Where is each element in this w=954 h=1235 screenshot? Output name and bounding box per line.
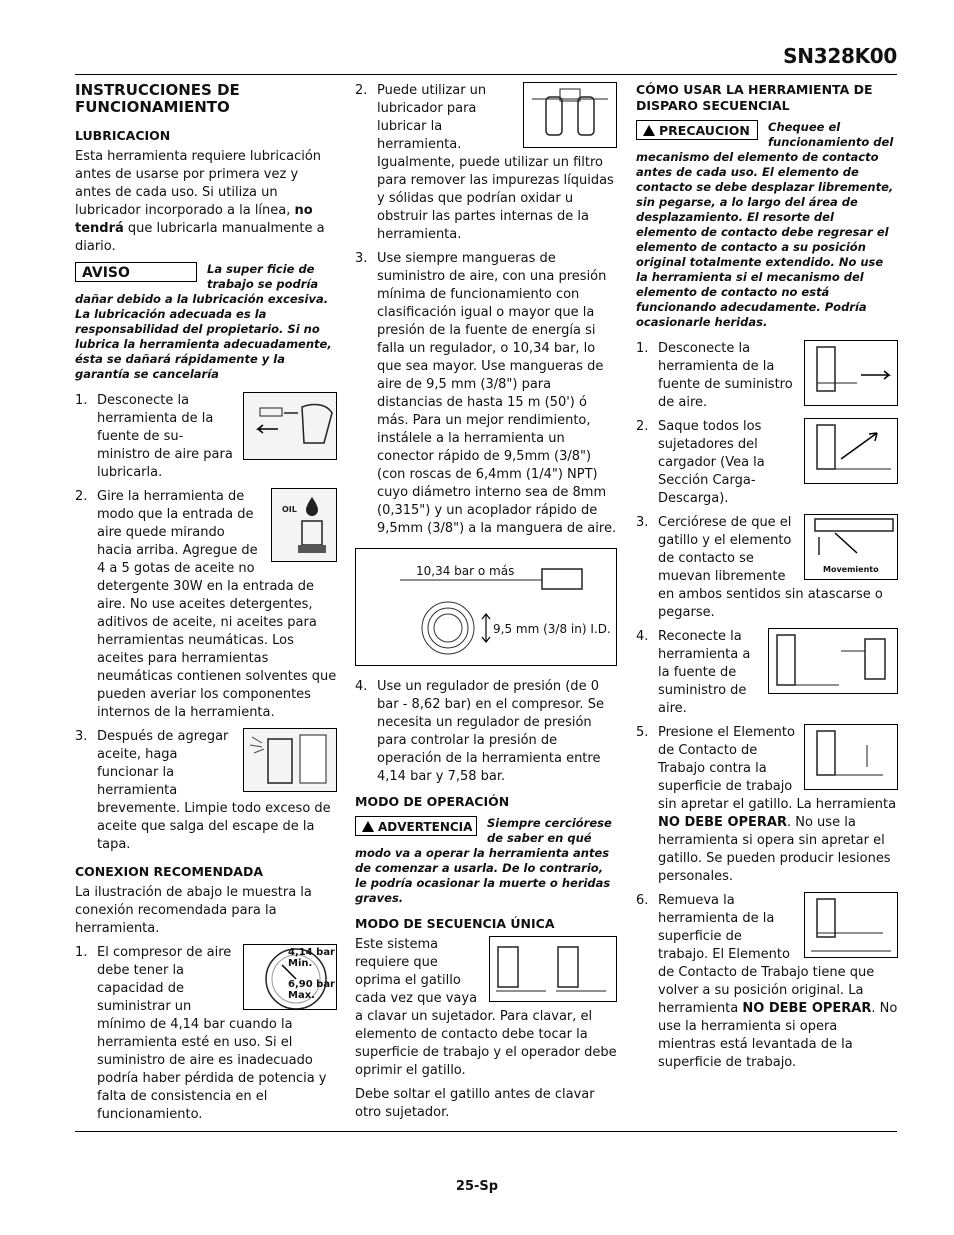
list-item: 6. Remueva la herramienta de la superficie de trabajo. El Elemento de Contacto de Trabajo tiene que volver a su posición original. La herramienta NO DEBE OPERAR. No use la herramienta si opera mientras está levantada de la superficie de trabajo. [636,893,898,1070]
tool-exhaust-icon [244,729,336,791]
warning-triangle-icon [362,821,374,832]
gauge-min-label: 4,14 bar Min. [288,947,335,969]
column-middle [355,82,617,1125]
remove-fasteners-illustration [804,418,898,484]
single-sequence-heading: MODO DE SECUENCIA ÚNICA [355,916,555,931]
operation-mode-heading: MODO DE OPERACIÓN [355,794,510,809]
nailer-disconnect-icon [805,341,897,405]
advertencia-notice [355,816,617,906]
section-title: INSTRUCCIONES DE FUNCIONAMIENTO [75,81,240,116]
list-item: 4. Reconecte la herramienta a la fuente de suministro de aire. [636,628,898,718]
advertencia-text: Siempre cerciórese de saber en qué modo va a operar la herramienta antes de comenzar a usarla. De lo contrario, le podría ocasionar la muerte o heridas graves. [355,816,612,905]
list-item: 2. Puede utilizar un lubricador para lubricar la herramienta. Igualmente, puede utilizar un filtro para remover las impurezas líquidas y sólidas que podrían oxidar u obstruir las partes internas de la herramienta. [355,82,617,244]
aviso-notice [75,262,337,382]
hose-pressure-label: 10,34 bar o más [416,564,515,578]
nailer-lift-icon [805,893,897,957]
list-item: 1. Desconecte la herramienta de la fuente de su-ministro de aire para lubricarla. [75,392,337,482]
connection-paragraph: La ilustración de abajo le muestra la conexión recomendada para la herramienta. [75,885,312,936]
sequential-steps [636,340,898,1072]
aviso-badge: AVISO [75,262,197,282]
hose-steps [355,82,617,538]
list-item: 3. Use siempre mangueras de suministro de aire, con una presión mínima de funcionamiento con clasificación igual o mayor que la presión de la fuente de energía si falla un regulador, o 10,34 bar, lo que sea mayor. Use mangueras de aire de 9,5 mm (3/8") para distancias de hasta 15 m (50') ó más. Para un mejor rendimiento, instálele a la herramienta un conector rápido de 9,5mm (3/8") (con roscas de 6,4mm (1/4") NPT) cuyo diámetro interno sea de 8mm (0,315") y un acoplador rápido de 9,5mm (3/8") a la manguera de aire. [355,251,617,536]
press-contact-illustration [804,724,898,790]
column-left [75,82,337,1130]
advertencia-badge: ADVERTENCIA [355,816,477,836]
list-item: 2. OIL Gire la herramienta de modo que la entrada de aire quede mirando hacia arriba. Agregue de 4 a 5 gotas de aceite no detergente 30W en la entrada de aire. No use aceites detergentes, aditivos de aceite, ni aceites para herramientas neumáticas. Los aceites para herramientas neumáticas contienen solventes que pueden averiar los componentes internos de la herramienta. [75,489,337,720]
nailer-unload-icon [805,419,897,483]
oil-illustration [271,488,337,562]
list-item: 2. Saque todos los sujetadores del cargador (Vea la Sección Carga-Descarga). [636,418,898,508]
column-right [636,82,898,1078]
oil-drop-icon [272,489,336,561]
gauge-max-label: 6,90 bar Max. [288,979,335,1001]
lubricator-illustration [523,82,617,148]
sequential-heading: CÓMO USAR LA HERRAMIENTA DE DISPARO SECUENCIAL [636,82,873,113]
regulator-steps [355,678,617,786]
pressure-gauge-illustration [243,944,337,1010]
filter-lubricator-icon [524,83,616,147]
movement-label: Movemiento [823,565,879,574]
reconnect-illustration [768,628,898,694]
single-sequence-illustration [489,936,617,1002]
tool-hose-icon [244,393,336,459]
precaucion-text: Chequee el funcionamiento del mecanismo del elemento de contacto antes de cada uso. El elemento de contacto se debe desplazar libremente, sin pegarse, a lo largo del área de desplazamiento. El resorte del elemento de contacto debe regresar el elemento de contacto a su posición original totalmente extendido. No use la herramienta si el mecanismo del elemento de contacto no está funcionando adecudamente. Podría ocasionarle heridas. [636,120,894,329]
lubrication-steps [75,392,337,854]
warning-triangle-icon [643,125,655,136]
lift-tool-illustration [804,892,898,958]
connection-heading: CONEXION RECOMENDADA [75,864,264,879]
single-sequence-paragraph: Este sistema requiere que oprima el gatillo cada vez que vaya a clavar un sujetador. Para clavar, el elemento de contacto debe tocar la superficie de trabajo y el operador debe oprimir el gatillo. [355,937,617,1078]
list-item: 5. Presione el Elemento de Contacto de Trabajo contra la superficie de trabajo sin apretar el gatillo. La herramienta NO DEBE OPERAR. No use la herramienta si opera sin apretar el gatillo. Se pueden producir lesiones personales. [636,725,897,884]
hose-illustration [355,548,617,666]
run-tool-illustration [243,728,337,792]
aviso-text: La super ficie de trabajo se podría dañar debido a la lubricación excesiva. La lubricación adecuada es la responsabilidad del propietario. Si no lubrica la herramienta adecuadamente, ésta se dañará rápidamente y la garantía se cancelaría [75,262,332,381]
page-number: 25-Sp [455,1179,499,1194]
lubrication-heading: LUBRICACION [75,128,171,143]
hose-diameter-label: 9,5 mm (3/8 in) I.D. [493,622,611,636]
precaucion-notice [636,120,898,330]
header-rule [75,74,897,75]
model-number: SN328K00 [783,44,897,68]
hose-coil-icon [356,549,616,663]
contact-element-illustration [804,514,898,580]
list-item: 1. Desconecte la herramienta de la fuente de suministro de aire. [636,340,898,412]
connection-steps [75,944,337,1124]
nailer-press-icon [805,725,897,789]
list-item: 1. 4,14 bar Min. 6,90 bar Max. El compresor de aire debe tener la capacidad de suministrar un mínimo de 4,14 bar cuando la herramienta esté en uso. Si el suministro de aire es inadecuado podría haber pérdida de potencia y falta de consistencia en el funcionamiento. [75,945,335,1122]
single-sequence-note: Debe soltar el gatillo antes de clavar otro sujetador. [355,1087,595,1120]
disconnect-illustration [243,392,337,460]
list-item: 3. Movemiento Cerciórese de que el gatillo y el elemento de contacto se muevan libremente en ambos sentidos sin atascarse o pegarse. [636,514,898,622]
nailer-pair-icon [490,937,616,1001]
list-item: 4. Use un regulador de presión (de 0 bar - 8,62 bar) en el compresor. Se necesita un regulador de presión para controlar la presión de operación de la herramienta entre 4,14 bar y 7,58 bar. [355,679,604,784]
disconnect-nailer-illustration [804,340,898,406]
nailer-reconnect-icon [769,629,897,693]
oil-label: OIL [282,505,297,514]
footer-rule [75,1131,897,1132]
lubrication-paragraph: Esta herramienta requiere lubricación antes de usarse por primera vez y antes de cada uso. Si utiliza un lubricador incorporado a la línea, no tendrá que lubricarla manualmente a diario. [75,149,325,254]
precaucion-badge: PRECAUCION [636,120,758,140]
list-item: 3. Después de agregar aceite, haga funcionar la herramienta brevemente. Limpie todo exceso de aceite que salga del escape de la tapa. [75,728,337,854]
